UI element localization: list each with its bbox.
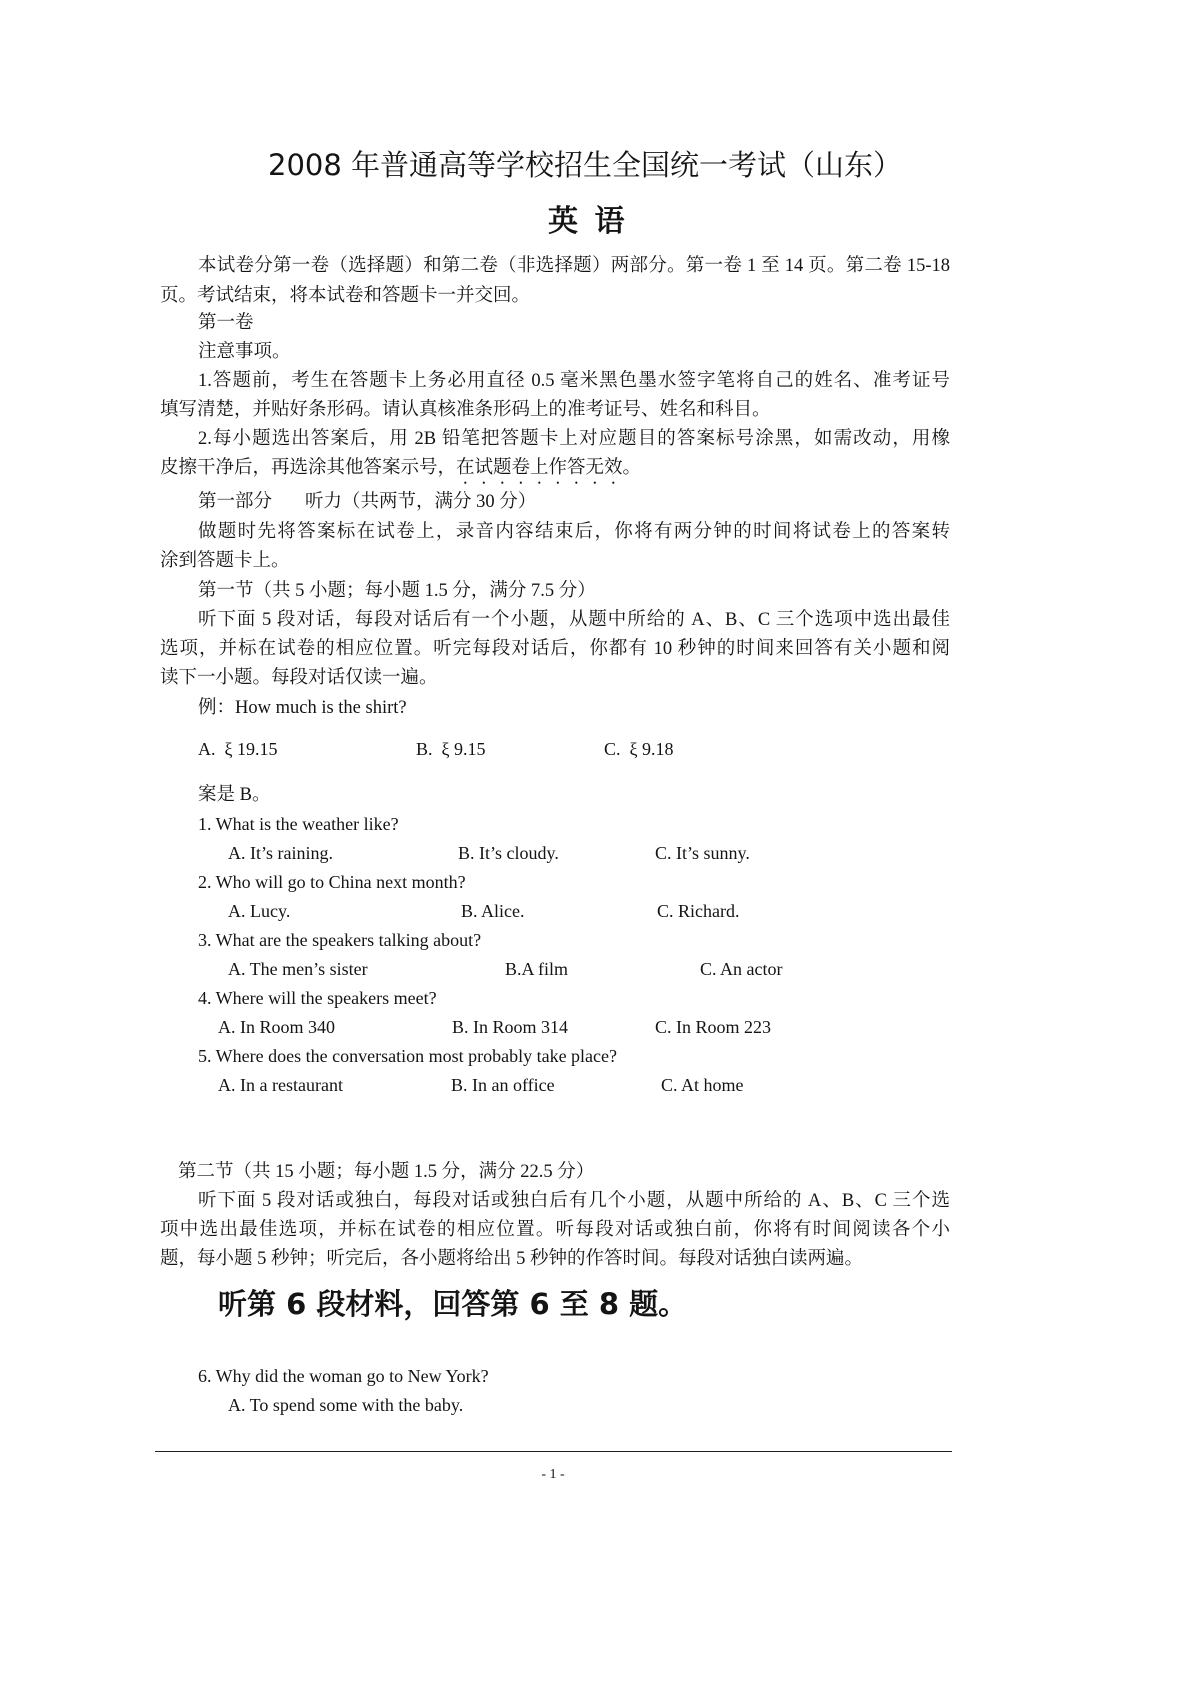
notice-item-1-line: 填写清楚，并贴好条形码。请认真核准条形码上的准考证号、姓名和科目。 [160, 400, 771, 420]
footer-divider [155, 1451, 952, 1452]
section-2-direction-line: 题，每小题 5 秒钟；听完后，各小题将给出 5 秒钟的作答时间。每段对话独白读两遍。 [160, 1249, 864, 1269]
exam-title: 2008 年普通高等学校招生全国统一考试（山东） [268, 148, 903, 182]
volume-heading: 第一卷 [198, 313, 254, 333]
notice-item-1-line: 1.答题前，考生在答题卡上务必用直径 0.5 毫米黑色墨水签字笔将自己的姓名、准考证号 [198, 371, 950, 391]
part-1-instruction-line: 涂到答题卡上。 [160, 551, 290, 571]
question-4-option-c: C. In Room 223 [655, 1017, 772, 1037]
question-2-option-a: A. Lucy. [228, 901, 291, 921]
section-1-heading: 第一节（共 5 小题；每小题 1.5 分，满分 7.5 分） [198, 581, 596, 601]
intro-line: 页。考试结束，将本试卷和答题卡一并交回。 [160, 286, 531, 306]
question-1-option-c: C. It’s sunny. [655, 843, 750, 863]
question-2-option-c: C. Richard. [657, 901, 740, 921]
section-2-direction-line: 听下面 5 段对话或独白，每段对话或独白后有几个小题，从题中所给的 A、B、C 三个选 [198, 1191, 950, 1211]
notice-item-2-end: 。 [622, 458, 642, 478]
section-1-direction-line: 选项，并标在试卷的相应位置。听完每段对话后，你都有 10 秒钟的时间来回答有关小题和阅 [160, 639, 950, 659]
part-1-instruction-line: 做题时先将答案标在试卷上，录音内容结束后，你将有两分钟的时间将试卷上的答案转 [198, 522, 950, 542]
notice-item-2-line [160, 454, 641, 482]
question-5-option-c: C. At home [661, 1075, 744, 1095]
section-2-heading: 第二节（共 15 小题；每小题 1.5 分，满分 22.5 分） [178, 1162, 595, 1182]
question-6-option-a: A. To spend some with the baby. [228, 1395, 464, 1415]
question-4: 4. Where will the speakers meet? [198, 988, 437, 1008]
question-4-option-a: A. In Room 340 [218, 1017, 335, 1037]
question-1-option-a: A. It’s raining. [228, 843, 333, 863]
part-1-subtitle: 听力（共两节，满分 30 分） [305, 492, 537, 512]
section-1-direction-line: 读下一小题。每段对话仅读一遍。 [160, 668, 438, 688]
notice-emphasis-text: 在试题卷上作答无效 [456, 458, 623, 478]
question-5: 5. Where does the conversation most probably take place? [198, 1046, 618, 1066]
page-number: - 1 - [541, 1467, 565, 1482]
part-1-title: 第一部分 [198, 492, 273, 512]
question-1: 1. What is the weather like? [198, 814, 399, 834]
notice-heading: 注意事项。 [198, 342, 291, 362]
section-2-direction-line: 项中选出最佳选项，并标在试卷的相应位置。听每段对话或独白前，你将有时间阅读各个小 [160, 1220, 950, 1240]
example-answer: 案是 B。 [198, 785, 271, 805]
question-2-option-b: B. Alice. [461, 901, 525, 921]
example-option-b: B. ξ 9.15 [416, 739, 486, 759]
question-5-option-a: A. In a restaurant [218, 1075, 343, 1095]
question-3-option-c: C. An actor [700, 959, 783, 979]
question-2: 2. Who will go to China next month? [198, 872, 466, 892]
notice-item-2-line: 2.每小题选出答案后，用 2B 铅笔把答题卡上对应题目的答案标号涂黑，如需改动，用橡 [198, 429, 950, 449]
example-option-a: A. ξ 19.15 [198, 739, 278, 759]
question-3-option-b: B.A film [505, 959, 569, 979]
question-3: 3. What are the speakers talking about? [198, 930, 482, 950]
question-6: 6. Why did the woman go to New York? [198, 1366, 489, 1386]
material-group-heading: 听第 6 段材料，回答第 6 至 8 题。 [218, 1287, 688, 1321]
example-option-c: C. ξ 9.18 [604, 739, 674, 759]
notice-item-2-text: 皮擦干净后，再选涂其他答案示号， [160, 458, 457, 478]
question-1-option-b: B. It’s cloudy. [458, 843, 559, 863]
section-1-direction-line: 听下面 5 段对话，每段对话后有一个小题，从题中所给的 A、B、C 三个选项中选出最佳 [198, 610, 950, 630]
question-4-option-b: B. In Room 314 [452, 1017, 569, 1037]
example-question: 例：How much is the shirt? [198, 698, 407, 718]
subject-title: 英 语 [548, 204, 628, 239]
intro-line: 本试卷分第一卷（选择题）和第二卷（非选择题）两部分。第一卷 1 至 14 页。第二卷 15-18 [198, 256, 950, 276]
question-5-option-b: B. In an office [451, 1075, 555, 1095]
question-3-option-a: A. The men’s sister [228, 959, 368, 979]
